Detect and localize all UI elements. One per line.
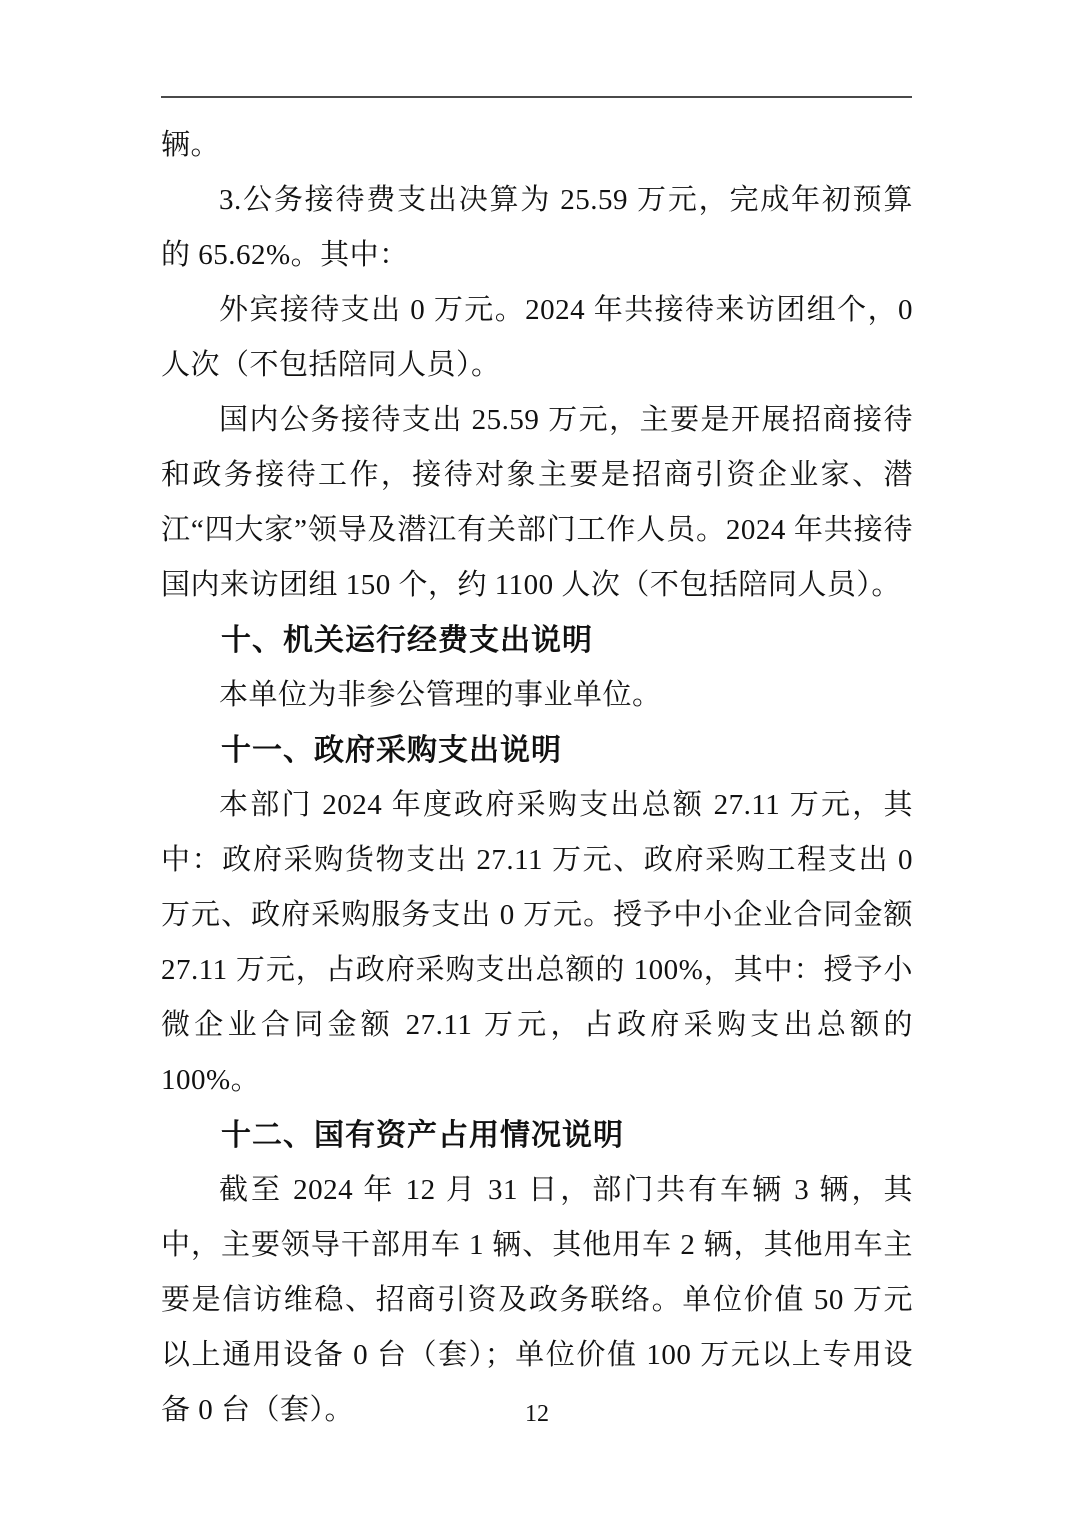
- paragraph: 本部门 2024 年度政府采购支出总额 27.11 万元，其中：政府采购货物支出 27.11 万元、政府采购工程支出 0 万元、政府采购服务支出 0 万元。授予中小企业合同金额 27.11 万元，占政府采购支出总额的 100%，其中：授予小微企业合同金额 27.11 万元，占政府采购支出总额的 100%。: [161, 789, 913, 1096]
- section-heading: 十一、政府采购支出说明: [221, 734, 562, 767]
- page-number: 12: [525, 1401, 549, 1427]
- section-heading: 十、机关运行经费支出说明: [221, 624, 593, 657]
- paragraph: 辆。: [161, 129, 221, 161]
- paragraph: 截至 2024 年 12 月 31 日，部门共有车辆 3 辆，其中，主要领导干部用车 1 辆、其他用车 2 辆，其他用车主要是信访维稳、招商引资及政务联络。单位价值 50 万元以上通用设备 0 台（套）；单位价值 100 万元以上专用设备 0 台（套）。: [161, 1174, 913, 1426]
- document-content: [161, 118, 913, 1438]
- paragraph: 外宾接待支出 0 万元。2024 年共接待来访团组个，0 人次（不包括陪同人员）。: [161, 294, 913, 381]
- header-rule: [161, 96, 912, 98]
- paragraph: 国内公务接待支出 25.59 万元，主要是开展招商接待和政务接待工作，接待对象主要是招商引资企业家、潜江“四大家”领导及潜江有关部门工作人员。2024 年共接待国内来访团组 150 个，约 1100 人次（不包括陪同人员）。: [161, 404, 913, 601]
- section-heading: 十二、国有资产占用情况说明: [221, 1119, 624, 1152]
- paragraph: 3.公务接待费支出决算为 25.59 万元，完成年初预算的 65.62%。其中：: [161, 184, 913, 271]
- paragraph: 本单位为非参公管理的事业单位。: [219, 679, 662, 711]
